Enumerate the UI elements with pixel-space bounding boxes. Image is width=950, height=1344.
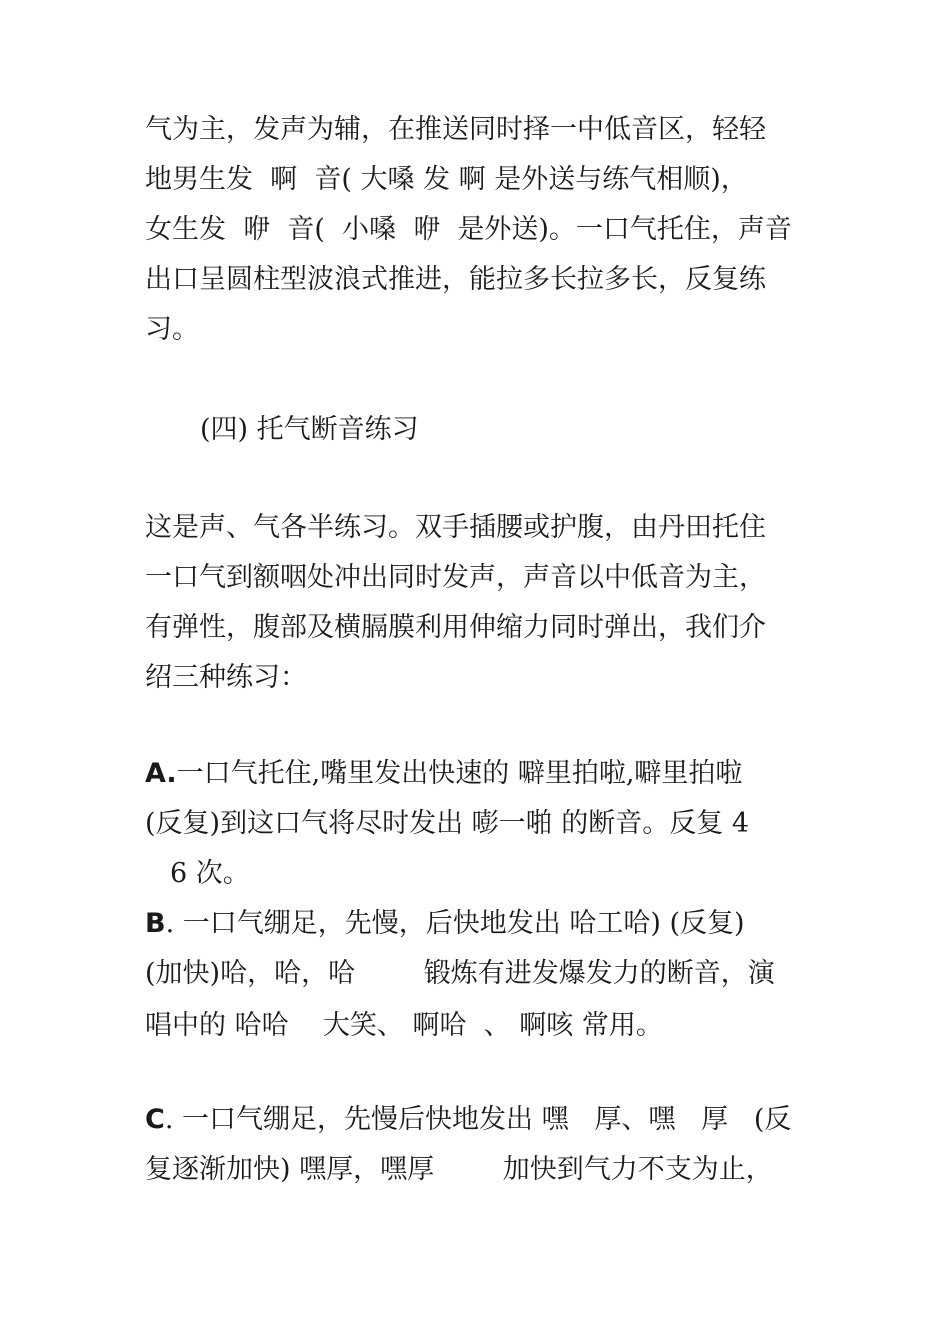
para1-line: 女生发 咿 音( 小嗓 咿 是外送)。一口气托住，声音 — [145, 214, 792, 245]
para2-line: 绍三种练习： — [145, 662, 307, 693]
item-c-line — [145, 1100, 791, 1140]
para1-line: 气为主，发声为辅，在推送同时择一中低音区，轻轻 — [145, 114, 766, 145]
para1-line: 地男生发 啊 音( 大嗓 发 啊 是外送与练气相顺)， — [145, 164, 748, 195]
section-heading: (四) 托气断音练习 — [200, 414, 419, 445]
item-c-label: C — [145, 1104, 165, 1135]
item-b-line — [145, 904, 745, 944]
item-a-text: 一口气托住,嘴里发出快速的 噼里拍啦,噼里拍啦 — [176, 758, 743, 789]
item-b-text: . 一口气绷足，先慢，后快地发出 哈工哈) (反复) — [165, 908, 745, 939]
item-a-line: 6 次。 — [170, 858, 250, 889]
para2-line: 这是声、气各半练习。双手插腰或护腹，由丹田托住 — [145, 512, 766, 543]
para1-line: 出口呈圆柱型波浪式推进，能拉多长拉多长，反复练 — [145, 264, 766, 295]
item-c-text: . 一口气绷足，先慢后快地发出 嘿 厚、嘿 厚 (反 — [164, 1104, 792, 1135]
item-b-line: 唱中的 哈哈 大笑、 啊哈 、 啊咳 常用。 — [145, 1010, 663, 1041]
item-a-line — [145, 754, 742, 794]
item-a-line: (反复)到这口气将尽时发出 嘭一啪 的断音。反复 4 — [145, 808, 749, 839]
item-b-line: (加快)哈，哈，哈 锻炼有进发爆发力的断音，演 — [145, 958, 775, 989]
para2-line: 一口气到额咽处冲出同时发声，声音以中低音为主， — [145, 562, 766, 593]
item-b-label: B — [145, 908, 166, 939]
item-c-line: 复逐渐加快) 嘿厚，嘿厚 加快到气力不支为止， — [145, 1154, 773, 1185]
para1-line: 习。 — [145, 314, 199, 345]
para2-line: 有弹性，腹部及横膈膜利用伸缩力同时弹出，我们介 — [145, 612, 766, 643]
item-a-label: A. — [145, 758, 177, 789]
